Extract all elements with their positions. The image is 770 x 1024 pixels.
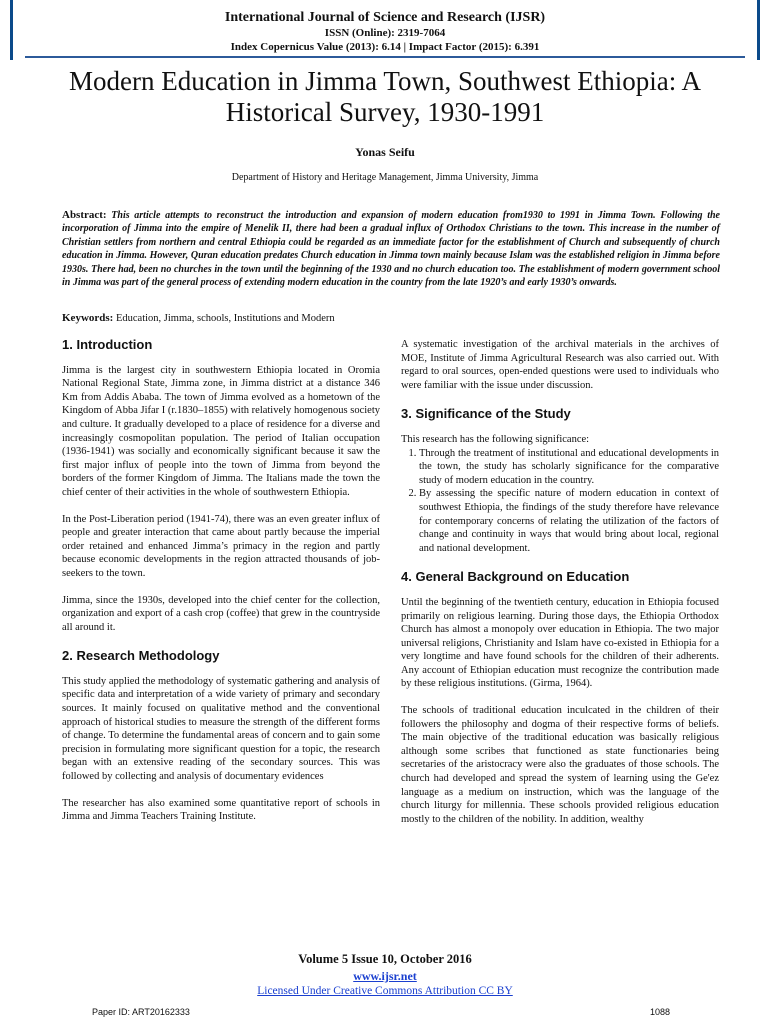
significance-intro: This research has the following significance: [401, 433, 590, 445]
footer-volume: Volume 5 Issue 10, October 2016 [298, 952, 472, 966]
author-affiliation: Department of History and Heritage Management, Jimma University, Jimma [231, 172, 539, 183]
method-paragraph-2: The researcher has also examined some quantitative report of schools in Jimma and Jimma Teachers Training Institute. [62, 797, 380, 823]
background-paragraph-1: Until the beginning of the twentieth century, education in Ethiopia focused primarily on religious learning. During those days, the Ethiopia Orthodox Church has almost a monopoly over education in Ethiopia. The two major universal religions, Christianity and Islam have co-existed in Ethiopia for a very longtime and have found schools for the children of their adherents. Any account of Ethiopian education must recognize the contribution made by these religious institutions. (Girma, 1964). [401, 596, 719, 690]
left-column [62, 338, 380, 824]
abstract-text: This article attempts to reconstruct the introduction and expansion of modern education from1930 to 1991 in Jimma Town. Following the incorporation of Jimma into the empire of Menelik II, there had been a gradual influx of Orthodox Christians to the town. This increase in the number of Christian settlers from northern and central Ethiopia could be regarded as an immediate factor for the establishment of Church and subsequently of church education in Jimma. However, Quran education predates Church education in Jimma town mainly because Islam was the established religion in Jimma before 1930s. There had, been no churches in the town until the beginning of the 1930 and no church education too. The establishment of modern government school in Jimma was part of the general process of extending modern education in the country from the late 1920’s and early 1930’s onwards. [62, 210, 720, 289]
intro-paragraph-3: Jimma, since the 1930s, developed into the chief center for the collection, organization and export of a cash crop (coffee) that grew in the countryside all around it. [62, 594, 380, 633]
significance-list [401, 447, 719, 556]
keywords-label: Keywords: [62, 312, 114, 324]
method-paragraph-1: This study applied the methodology of systematic gathering and analysis of specific data and interpretation of a wide variety of primary and secondary sources. It mainly focused on qualitative method and the conventional approach of historical studies to measure the strength of the different forms of change. To determine the fundamental areas of concern and to gain some precision in formulating more significant question for a topic, the research began with an extensive reading of the secondary sources. This was followed by collecting and analysis of documentary evidences [62, 675, 380, 783]
intro-paragraph-1: Jimma is the largest city in southwestern Ethiopia located in Oromia National Regional State, Jimma zone, in Jimma district at a distance 346 Km from Addis Ababa. The town of Jimma evolved as a hometown of the Kingdom of Abba Jifar I (r.1830–1855) with relatively homogenous society and culture. It gradually developed to a place of residence for a diverse and increasingly cosmopolitan population. The period of Italian occupation (1936-1941) was socially and economically significant because it saw the first major influx of people into the town of Jimma from beyond the borders of the former Kingdom of Jimma. The Italians made the town the chief center of their activities in the whole of southwestern Ethiopia. [62, 364, 380, 498]
keywords [62, 312, 720, 324]
significance-heading: 3. Significance of the Study [401, 406, 571, 422]
background-paragraph-2: The schools of traditional education inculcated in the children of their followers the philosophy and dogma of their respective forms of beliefs. The main objective of the traditional education was basically religious although some scribes that functioned as state functionaries being secretaries of the aristocracy were also the graduates of those schools. The church had developed and spread the system of learning using the Ge'ez language as a medium on instruction, which was the language of the church liturgy for millennia. These schools provided religious education mostly to the children of the nobility. In addition, wealthy [401, 705, 719, 825]
intro-paragraph-2: In the Post-Liberation period (1941-74), there was an even greater influx of people and greater interaction that came about partly because the imperial order retained and enhanced Jimma’s primacy in the region and partly because economic developments in the region attracted thousands of job-seekers to the town. [62, 513, 380, 579]
method-paragraph-3: A systematic investigation of the archival materials in the archives of MOE, Institute of Jimma Agricultural Research was also carried out. With regard to oral sources, open-ended questions were used to individuals who were familiar with the issue under discussion. [401, 339, 719, 391]
journal-index: Index Copernicus Value (2013): 6.14 | Impact Factor (2015): 6.391 [230, 41, 540, 53]
keywords-text: Education, Jimma, schools, Institutions and Modern [115, 313, 335, 324]
footer-license-link[interactable]: Licensed Under Creative Commons Attribution CC BY [257, 985, 513, 997]
abstract [62, 209, 720, 289]
footer-paper-id: Paper ID: ART20162333 [92, 1007, 190, 1017]
significance-item: 1. Through the treatment of institutional and educational developments in the town, the study has scholarly significance for the comparative study of modern education in the country. [419, 447, 719, 488]
paper-title: Modern Education in Jimma Town, Southwest Ethiopia: A Historical Survey, 1930-1991 [68, 66, 702, 127]
header-rule [25, 56, 745, 58]
right-column [401, 338, 719, 826]
intro-heading: 1. Introduction [62, 337, 153, 352]
method-heading: 2. Research Methodology [62, 648, 220, 664]
significance-item: 2. By assessing the specific nature of modern education in context of southwest Ethiopia, the findings of the study therefore have relevance for contemporary concerns of relating the utilization of the factors of change and continuity in ways that would bring about local, regional and national development. [419, 487, 719, 555]
footer-page-number: 1088 [650, 1007, 671, 1017]
author-name: Yonas Seifu [355, 145, 415, 159]
journal-name: International Journal of Science and Research (IJSR) [224, 10, 546, 25]
background-heading: 4. General Background on Education [401, 569, 630, 585]
footer-website-link[interactable]: www.ijsr.net [353, 969, 417, 983]
journal-issn: ISSN (Online): 2319-7064 [324, 27, 446, 39]
abstract-label: Abstract: [62, 209, 107, 221]
